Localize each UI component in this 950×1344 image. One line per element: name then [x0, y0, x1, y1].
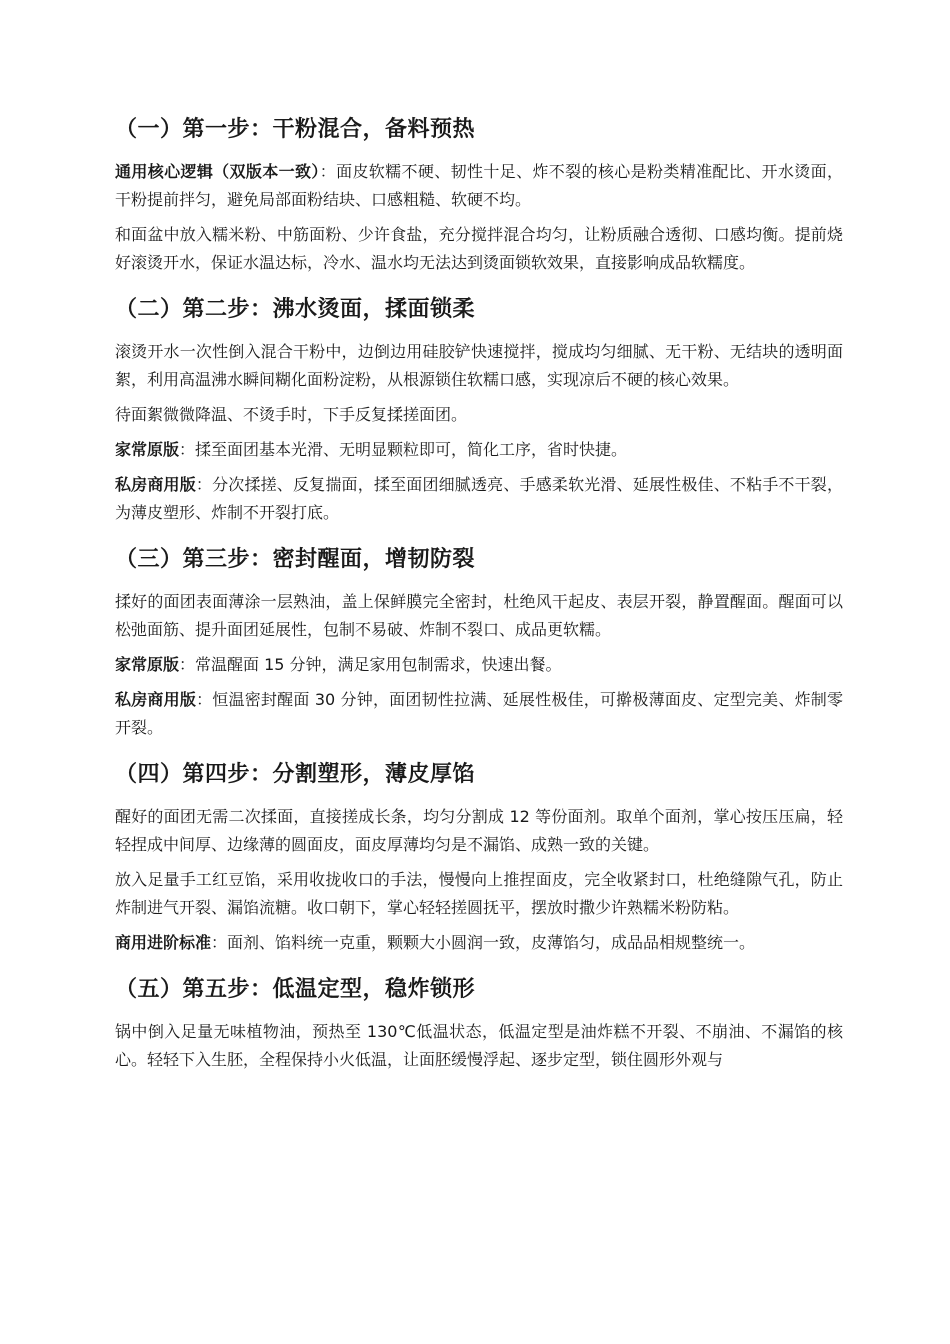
paragraph: [115, 401, 843, 429]
paragraph-text: ：揉至面团基本光滑、无明显颗粒即可，简化工序，省时快捷。: [179, 440, 628, 459]
section-step-5: [115, 972, 843, 1074]
paragraph-text: ：分次揉搓、反复揣面，揉至面团细腻透亮、手感柔软光滑、延展性极佳、不粘手不干裂，为薄皮塑形、炸制不开裂打底。: [115, 475, 843, 522]
paragraph-label: 私房商用版: [115, 475, 196, 494]
paragraph-text: 放入足量手工红豆馅，采用收拢收口的手法，慢慢向上推捏面皮，完全收紧封口，杜绝缝隙气孔，防止炸制进气开裂、漏馅流糖。收口朝下，掌心轻轻搓圆抚平，摆放时撒少许熟糯米粉防粘。: [115, 870, 843, 917]
section-step-2: [115, 292, 843, 527]
section-heading: （一）第一步：干粉混合，备料预热: [115, 117, 476, 142]
document-content: [115, 112, 843, 1081]
paragraph-label: 家常原版: [115, 440, 180, 459]
paragraph-label: 通用核心逻辑（双版本一致）: [115, 162, 320, 181]
paragraph: [115, 651, 843, 679]
paragraph: [115, 471, 843, 527]
paragraph-text: ：常温醒面 15 分钟，满足家用包制需求，快速出餐。: [179, 655, 562, 674]
paragraph: [115, 803, 843, 859]
paragraph: [115, 588, 843, 644]
paragraph-text: 和面盆中放入糯米粉、中筋面粉、少许食盐，充分搅拌混合均匀，让粉质融合透彻、口感均衡。提前烧好滚烫开水，保证水温达标，冷水、温水均无法达到烫面锁软效果，直接影响成品软糯度。: [115, 225, 843, 272]
section-heading: （三）第三步：密封醒面，增韧防裂: [115, 547, 476, 572]
paragraph: [115, 338, 843, 394]
section-heading: （二）第二步：沸水烫面，揉面锁柔: [115, 297, 476, 322]
paragraph-text: ：恒温密封醒面 30 分钟，面团韧性拉满、延展性极佳，可擀极薄面皮、定型完美、炸制零开裂。: [115, 690, 843, 737]
paragraph: [115, 1018, 843, 1074]
paragraph: [115, 929, 843, 957]
paragraph: [115, 436, 843, 464]
paragraph-text: 待面絮微微降温、不烫手时，下手反复揉搓面团。: [115, 405, 468, 424]
paragraph-text: ：面剂、馅料统一克重，颗颗大小圆润一致，皮薄馅匀，成品品相规整统一。: [211, 933, 756, 952]
section-step-3: [115, 542, 843, 742]
paragraph-text: 锅中倒入足量无味植物油，预热至 130℃低温状态，低温定型是油炸糕不开裂、不崩油、不漏馅的核心。轻轻下入生胚，全程保持小火低温，让面胚缓慢浮起、逐步定型，锁住圆形外观与: [115, 1022, 843, 1069]
paragraph: [115, 158, 843, 214]
section-step-1: [115, 112, 843, 277]
paragraph-text: ：面皮软糯不硬、韧性十足、炸不裂的核心是粉类精准配比、开水烫面，干粉提前拌匀，避免局部面粉结块、口感粗糙、软硬不均。: [115, 162, 843, 209]
paragraph-label: 家常原版: [115, 655, 180, 674]
paragraph-text: 滚烫开水一次性倒入混合干粉中，边倒边用硅胶铲快速搅拌，搅成均匀细腻、无干粉、无结块的透明面絮，利用高温沸水瞬间糊化面粉淀粉，从根源锁住软糯口感，实现凉后不硬的核心效果。: [115, 342, 843, 389]
paragraph-label: 私房商用版: [115, 690, 197, 709]
paragraph: [115, 221, 843, 277]
paragraph-label: 商用进阶标准: [115, 933, 212, 952]
section-heading: （五）第五步：低温定型，稳炸锁形: [115, 977, 476, 1002]
paragraph-text: 醒好的面团无需二次揉面，直接搓成长条，均匀分割成 12 等份面剂。取单个面剂，掌心按压压扁，轻轻捏成中间厚、边缘薄的圆面皮，面皮厚薄均匀是不漏馅、成熟一致的关键。: [115, 807, 843, 854]
paragraph: [115, 866, 843, 922]
paragraph: [115, 686, 843, 742]
section-step-4: [115, 757, 843, 957]
paragraph-text: 揉好的面团表面薄涂一层熟油，盖上保鲜膜完全密封，杜绝风干起皮、表层开裂，静置醒面。醒面可以松弛面筋、提升面团延展性，包制不易破、炸制不裂口、成品更软糯。: [115, 592, 843, 639]
section-heading: （四）第四步：分割塑形，薄皮厚馅: [115, 762, 476, 787]
